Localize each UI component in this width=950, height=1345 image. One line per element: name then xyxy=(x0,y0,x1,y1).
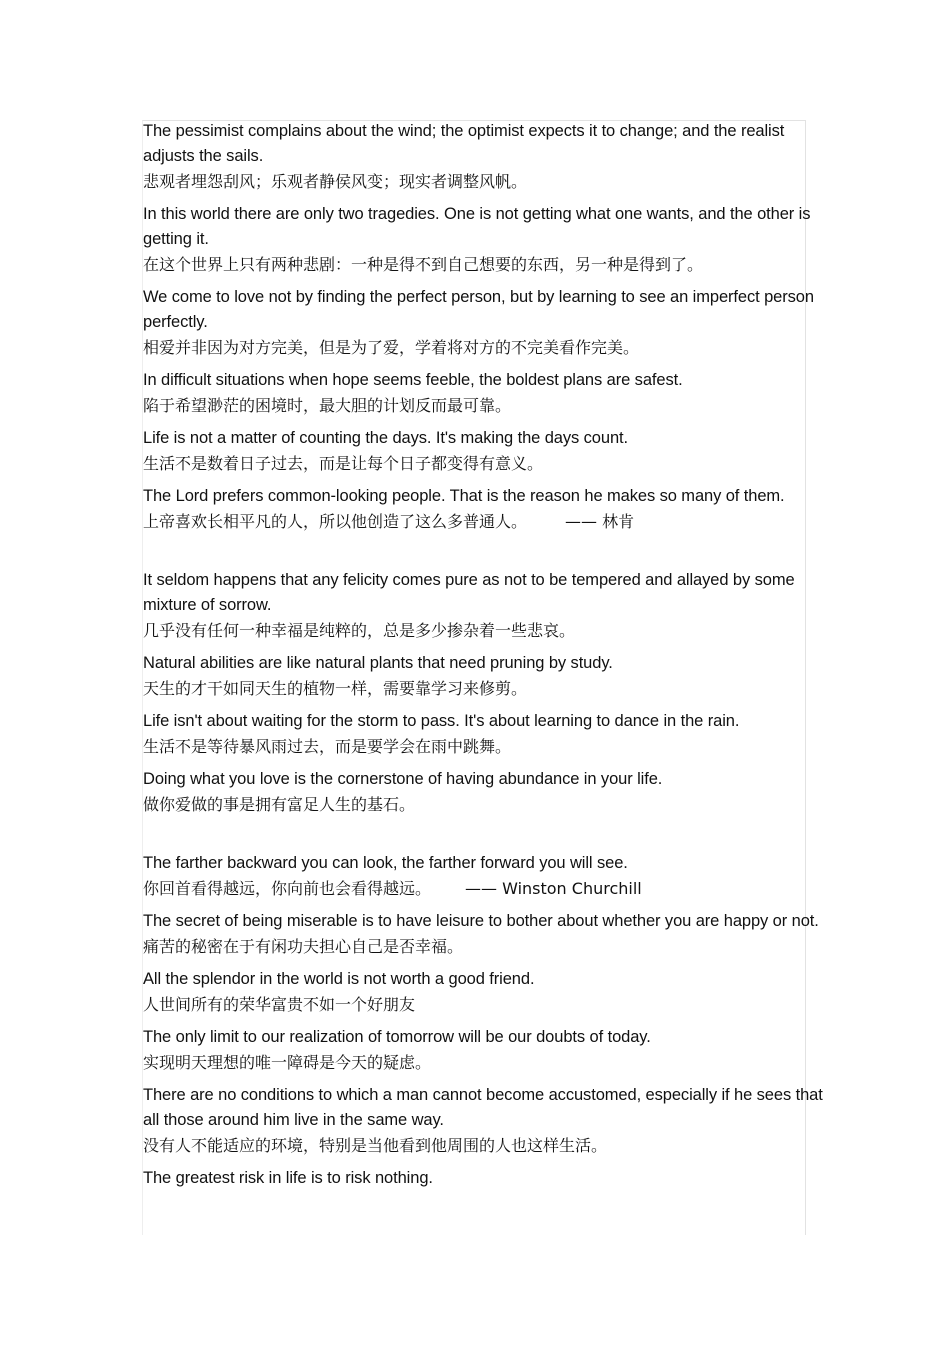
quote-chinese xyxy=(143,876,843,901)
quote-attribution: —— Winston Churchill xyxy=(465,879,642,898)
quote-chinese: 生活不是数着日子过去，而是让每个日子都变得有意义。 xyxy=(143,454,544,473)
quote-chinese: 相爱并非因为对方完美，但是为了爱，学着将对方的不完美看作完美。 xyxy=(143,338,640,357)
quote-chinese: 在这个世界上只有两种悲剧：一种是得不到自己想要的东西，另一种是得到了。 xyxy=(143,255,704,274)
quote-entry xyxy=(143,1166,843,1191)
quote-english: The Lord prefers common-looking people. That is the reason he makes so many of them. xyxy=(143,487,785,505)
quote-chinese: 悲观者埋怨刮风；乐观者静侯风变；现实者调整风帆。 xyxy=(143,172,528,191)
quote-chinese: 天生的才干如同天生的植物一样，需要靠学习来修剪。 xyxy=(143,679,528,698)
quote-entry xyxy=(143,851,843,901)
quote-chinese: 几乎没有任何一种幸福是纯粹的，总是多少掺杂着一些悲哀。 xyxy=(143,621,576,640)
quotes-document xyxy=(143,119,843,1199)
quote-entry xyxy=(143,1083,823,1158)
quote-english: The only limit to our realization of tomorrow will be our doubts of today. xyxy=(143,1028,651,1046)
quote-english: There are no conditions to which a man cannot become accustomed, especially if he sees that all those around him live in the same way. xyxy=(143,1086,823,1129)
quote-chinese: 实现明天理想的唯一障碍是今天的疑虑。 xyxy=(143,1053,432,1072)
quote-entry xyxy=(143,368,843,418)
quote-english: The farther backward you can look, the farther forward you will see. xyxy=(143,854,628,872)
quote-entry xyxy=(143,426,843,476)
quote-chinese-text: 上帝喜欢长相平凡的人，所以他创造了这么多普通人。 xyxy=(143,512,528,531)
quote-entry xyxy=(143,909,843,959)
quote-entry xyxy=(143,484,808,534)
quote-chinese: 痛苦的秘密在于有闲功夫担心自己是否幸福。 xyxy=(143,937,464,956)
quote-chinese: 生活不是等待暴风雨过去，而是要学会在雨中跳舞。 xyxy=(143,737,512,756)
quote-chinese xyxy=(143,509,808,534)
quote-chinese: 做你爱做的事是拥有富足人生的基石。 xyxy=(143,795,416,814)
quote-english: Life isn't about waiting for the storm to pass. It's about learning to dance in the rain. xyxy=(143,712,740,730)
quote-english: Life is not a matter of counting the days. It's making the days count. xyxy=(143,429,629,447)
quote-english: The greatest risk in life is to risk nothing. xyxy=(143,1169,433,1187)
quote-chinese: 人世间所有的荣华富贵不如一个好朋友 xyxy=(143,995,416,1014)
quote-english: We come to love not by finding the perfect person, but by learning to see an imperfect person perfectly. xyxy=(143,288,814,331)
quote-entry xyxy=(143,202,823,277)
quote-english: Natural abilities are like natural plants that need pruning by study. xyxy=(143,654,613,672)
quote-chinese: 陷于希望渺茫的困境时，最大胆的计划反而最可靠。 xyxy=(143,396,512,415)
quote-entry xyxy=(143,651,843,701)
quote-english: In this world there are only two tragedies. One is not getting what one wants, and the other is getting it. xyxy=(143,205,811,248)
quote-english: It seldom happens that any felicity comes pure as not to be tempered and allayed by some mixture of sorrow. xyxy=(143,571,795,614)
section-gap xyxy=(143,542,843,568)
quote-english: In difficult situations when hope seems feeble, the boldest plans are safest. xyxy=(143,371,683,389)
quote-english: Doing what you love is the cornerstone of having abundance in your life. xyxy=(143,770,663,788)
quote-entry xyxy=(143,767,843,817)
quote-chinese: 没有人不能适应的环境，特别是当他看到他周围的人也这样生活。 xyxy=(143,1136,608,1155)
quote-entry xyxy=(143,285,833,360)
quote-english: The secret of being miserable is to have leisure to bother about whether you are happy or not. xyxy=(143,912,819,930)
quote-entry xyxy=(143,568,823,643)
quote-entry xyxy=(143,119,803,194)
quote-english: All the splendor in the world is not worth a good friend. xyxy=(143,970,535,988)
quote-chinese-text: 你回首看得越远，你向前也会看得越远。 xyxy=(143,879,432,898)
section-gap xyxy=(143,825,843,851)
quote-attribution: —— 林肯 xyxy=(565,512,635,531)
quote-entry xyxy=(143,709,843,759)
quote-entry xyxy=(143,967,843,1017)
quote-english: The pessimist complains about the wind; the optimist expects it to change; and the realist adjusts the sails. xyxy=(143,122,785,165)
quote-entry xyxy=(143,1025,843,1075)
